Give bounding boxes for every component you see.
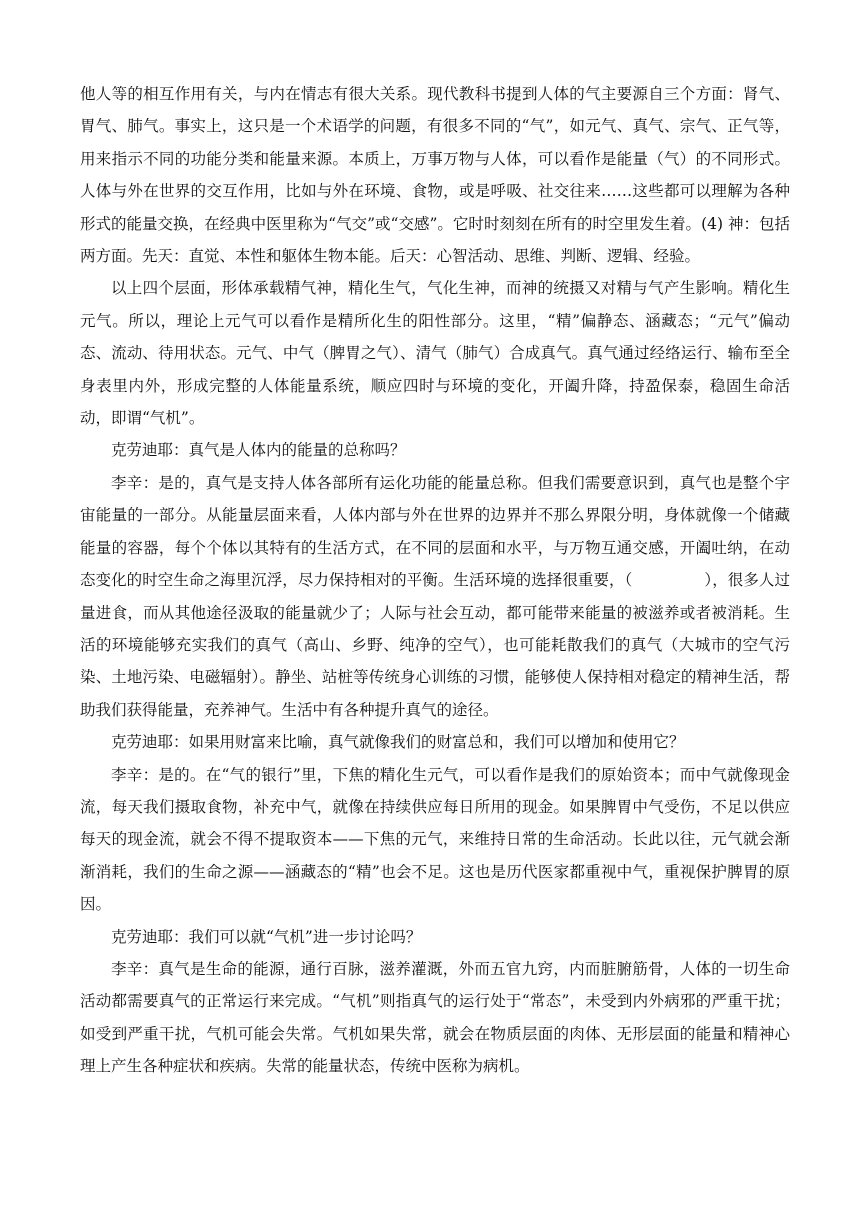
question-qiji: 克劳迪耶：我们可以就“气机”进一步讨论吗？ (111, 927, 422, 946)
question-wealth-metaphor: 克劳迪耶：如果用财富来比喻，真气就像我们的财富总和，我们可以增加和使用它？ (111, 733, 685, 752)
question-zhenqi-total: 克劳迪耶：真气是人体内的能量的总称吗？ (111, 441, 406, 460)
answer-text-before-blank: 李辛：是的，真气是支持人体各部所有运化功能的能量总称。但我们需要意识到，真气也是整个宇宙能量的一部分。从能量层面来看，人体内部与外在世界的边界并不那么界限分明，身体就像一个储藏能量的容器，每个个体以其特有的生活方式，在不同的层面和水平，与万物互通交感，开阖吐纳，在动态变化的时空生命之海里沉浮，尽力保持相对的平衡。生活环境的选择很重要，（ (80, 473, 790, 590)
answer-text-after-blank: ），很多人过量进食，而从其他途径汲取的能量就少了；人际与社会互动，都可能带来能量的被滋养或者被消耗。生活的环境能够充实我们的真气（高山、乡野、纯净的空气），也可能耗散我们的真气（大城市的空气污染、土地污染、电磁辐射）。静坐、站桩等传统身心训练的习惯，能够使人保持相对稳定的精神生活，帮助我们获得能量，充养神气。生活中有各种提升真气的途径。 (80, 571, 790, 719)
paragraph-qi-sources: 他人等的相互作用有关，与内在情志有很大关系。现代教科书提到人体的气主要源自三个方面：肾气、胃气、肺气。事实上，这只是一个术语学的问题，有很多不同的“气”，如元气、真气、宗气、正气等，用来指示不同的功能分类和能量来源。本质上，万事万物与人体，可以看作是能量（气）的不同形式。人体与外在世界的交互作用，比如与外在环境、食物，或是呼吸、社交往来……这些都可以理解为各种形式的能量交换，在经典中医里称为“气交”或“交感”。它时时刻刻在所有的时空里发生着。(4) 神：包括两方面。先天：直觉、本性和躯体生物本能。后天：心智活动、思维、判断、逻辑、经验。 (80, 85, 790, 266)
paragraph-four-levels: 以上四个层面，形体承载精气神，精化生气，气化生神，而神的统摄又对精与气产生影响。精化生元气。所以，理论上元气可以看作是精所化生的阳性部分。这里，“精”偏静态、涵藏态；“元气”偏动态、流动、待用状态。元气、中气（脾胃之气）、清气（肺气）合成真气。真气通过经络运行、输布至全身表里内外，形成完整的人体能量系统，顺应四时与环境的变化，开阖升降，持盈保泰，稳固生命活动，即谓“气机”。 (80, 279, 790, 428)
answer-qi-bank: 李辛：是的。在“气的银行”里，下焦的精化生元气，可以看作是我们的原始资本；而中气就像现金流，每天我们摄取食物，补充中气，就像在持续供应每日所用的现金。如果脾胃中气受伤，不足以供应每天的现金流，就会不得不提取资本——下焦的元气，来维持日常的生命活动。长此以往，元气就会渐渐消耗，我们的生命之源——涵藏态的“精”也会不足。这也是历代医家都重视中气，重视保护脾胃的原因。 (80, 765, 790, 914)
answer-zhenqi-total (80, 467, 790, 726)
answer-qiji: 李辛：真气是生命的能源，通行百脉，滋养灌溉，外而五官九窍，内而脏腑筋骨，人体的一切生命活动都需要真气的正常运行来完成。“气机”则指真气的运行处于“常态”，未受到内外病邪的严重干扰；如受到严重干扰，气机可能会失常。气机如果失常，就会在物质层面的肉体、无形层面的能量和精神心理上产生各种症状和疾病。失常的能量状态，传统中医称为病机。 (80, 959, 790, 1076)
document-body (80, 78, 790, 1083)
